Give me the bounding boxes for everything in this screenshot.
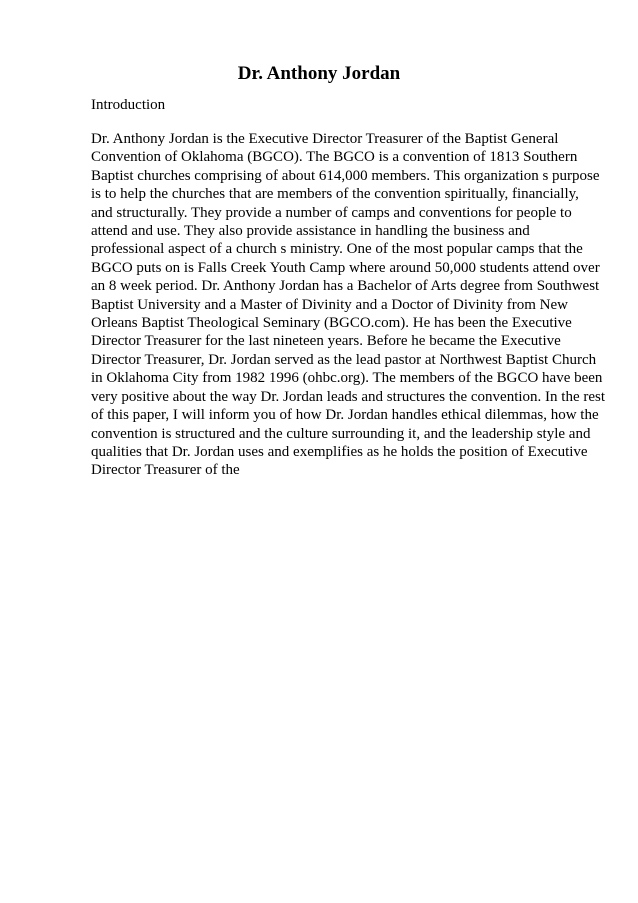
body-paragraph xyxy=(91,130,606,480)
paragraph-line: Dr. Anthony Jordan is the Executive Director Treasurer of the Baptist General xyxy=(91,131,559,147)
paragraph-line: Director Treasurer of the xyxy=(91,462,240,479)
paragraph-line: Baptist University and a Master of Divinity and a Doctor of Divinity from New xyxy=(91,296,568,313)
paragraph-line: of this paper, I will inform you of how Dr. Jordan handles ethical dilemmas, how the xyxy=(91,407,599,424)
paragraph-line: Orleans Baptist Theological Seminary (BGCO.com). He has been the Executive xyxy=(91,315,572,332)
section-heading: Introduction xyxy=(91,97,166,113)
paragraph-line: very positive about the way Dr. Jordan leads and structures the convention. In the rest xyxy=(91,388,606,405)
paragraph-line: Convention of Oklahoma (BGCO). The BGCO is a convention of 1813 Southern xyxy=(91,149,578,166)
paragraph-line: Director Treasurer for the last nineteen years. Before he became the Executive xyxy=(91,333,561,350)
paragraph-line: is to help the churches that are members of the convention spiritually, financially, xyxy=(91,186,579,203)
paragraph-line: Director Treasurer, Dr. Jordan served as the lead pastor at Northwest Baptist Church xyxy=(91,351,597,368)
paragraph-line: qualities that Dr. Jordan uses and exemplifies as he holds the position of Executive xyxy=(91,443,588,460)
document-title: Dr. Anthony Jordan xyxy=(237,63,401,84)
paragraph-line: professional aspect of a church s ministry. One of the most popular camps that the xyxy=(91,241,583,258)
paragraph-line: in Oklahoma City from 1982 1996 (ohbc.org). The members of the BGCO have been xyxy=(91,370,603,387)
paragraph-line: BGCO puts on is Falls Creek Youth Camp where around 50,000 students attend over xyxy=(91,259,600,276)
paragraph-line: Baptist churches comprising of about 614,000 members. This organization s purpose xyxy=(91,167,600,184)
paragraph-line: an 8 week period. Dr. Anthony Jordan has a Bachelor of Arts degree from Southwest xyxy=(91,278,600,295)
paragraph-line: and structurally. They provide a number of camps and conventions for people to xyxy=(91,204,572,221)
paragraph-line: convention is structured and the culture surrounding it, and the leadership style and xyxy=(91,425,591,442)
paragraph-line: attend and use. They also provide assistance in handling the business and xyxy=(91,223,530,240)
